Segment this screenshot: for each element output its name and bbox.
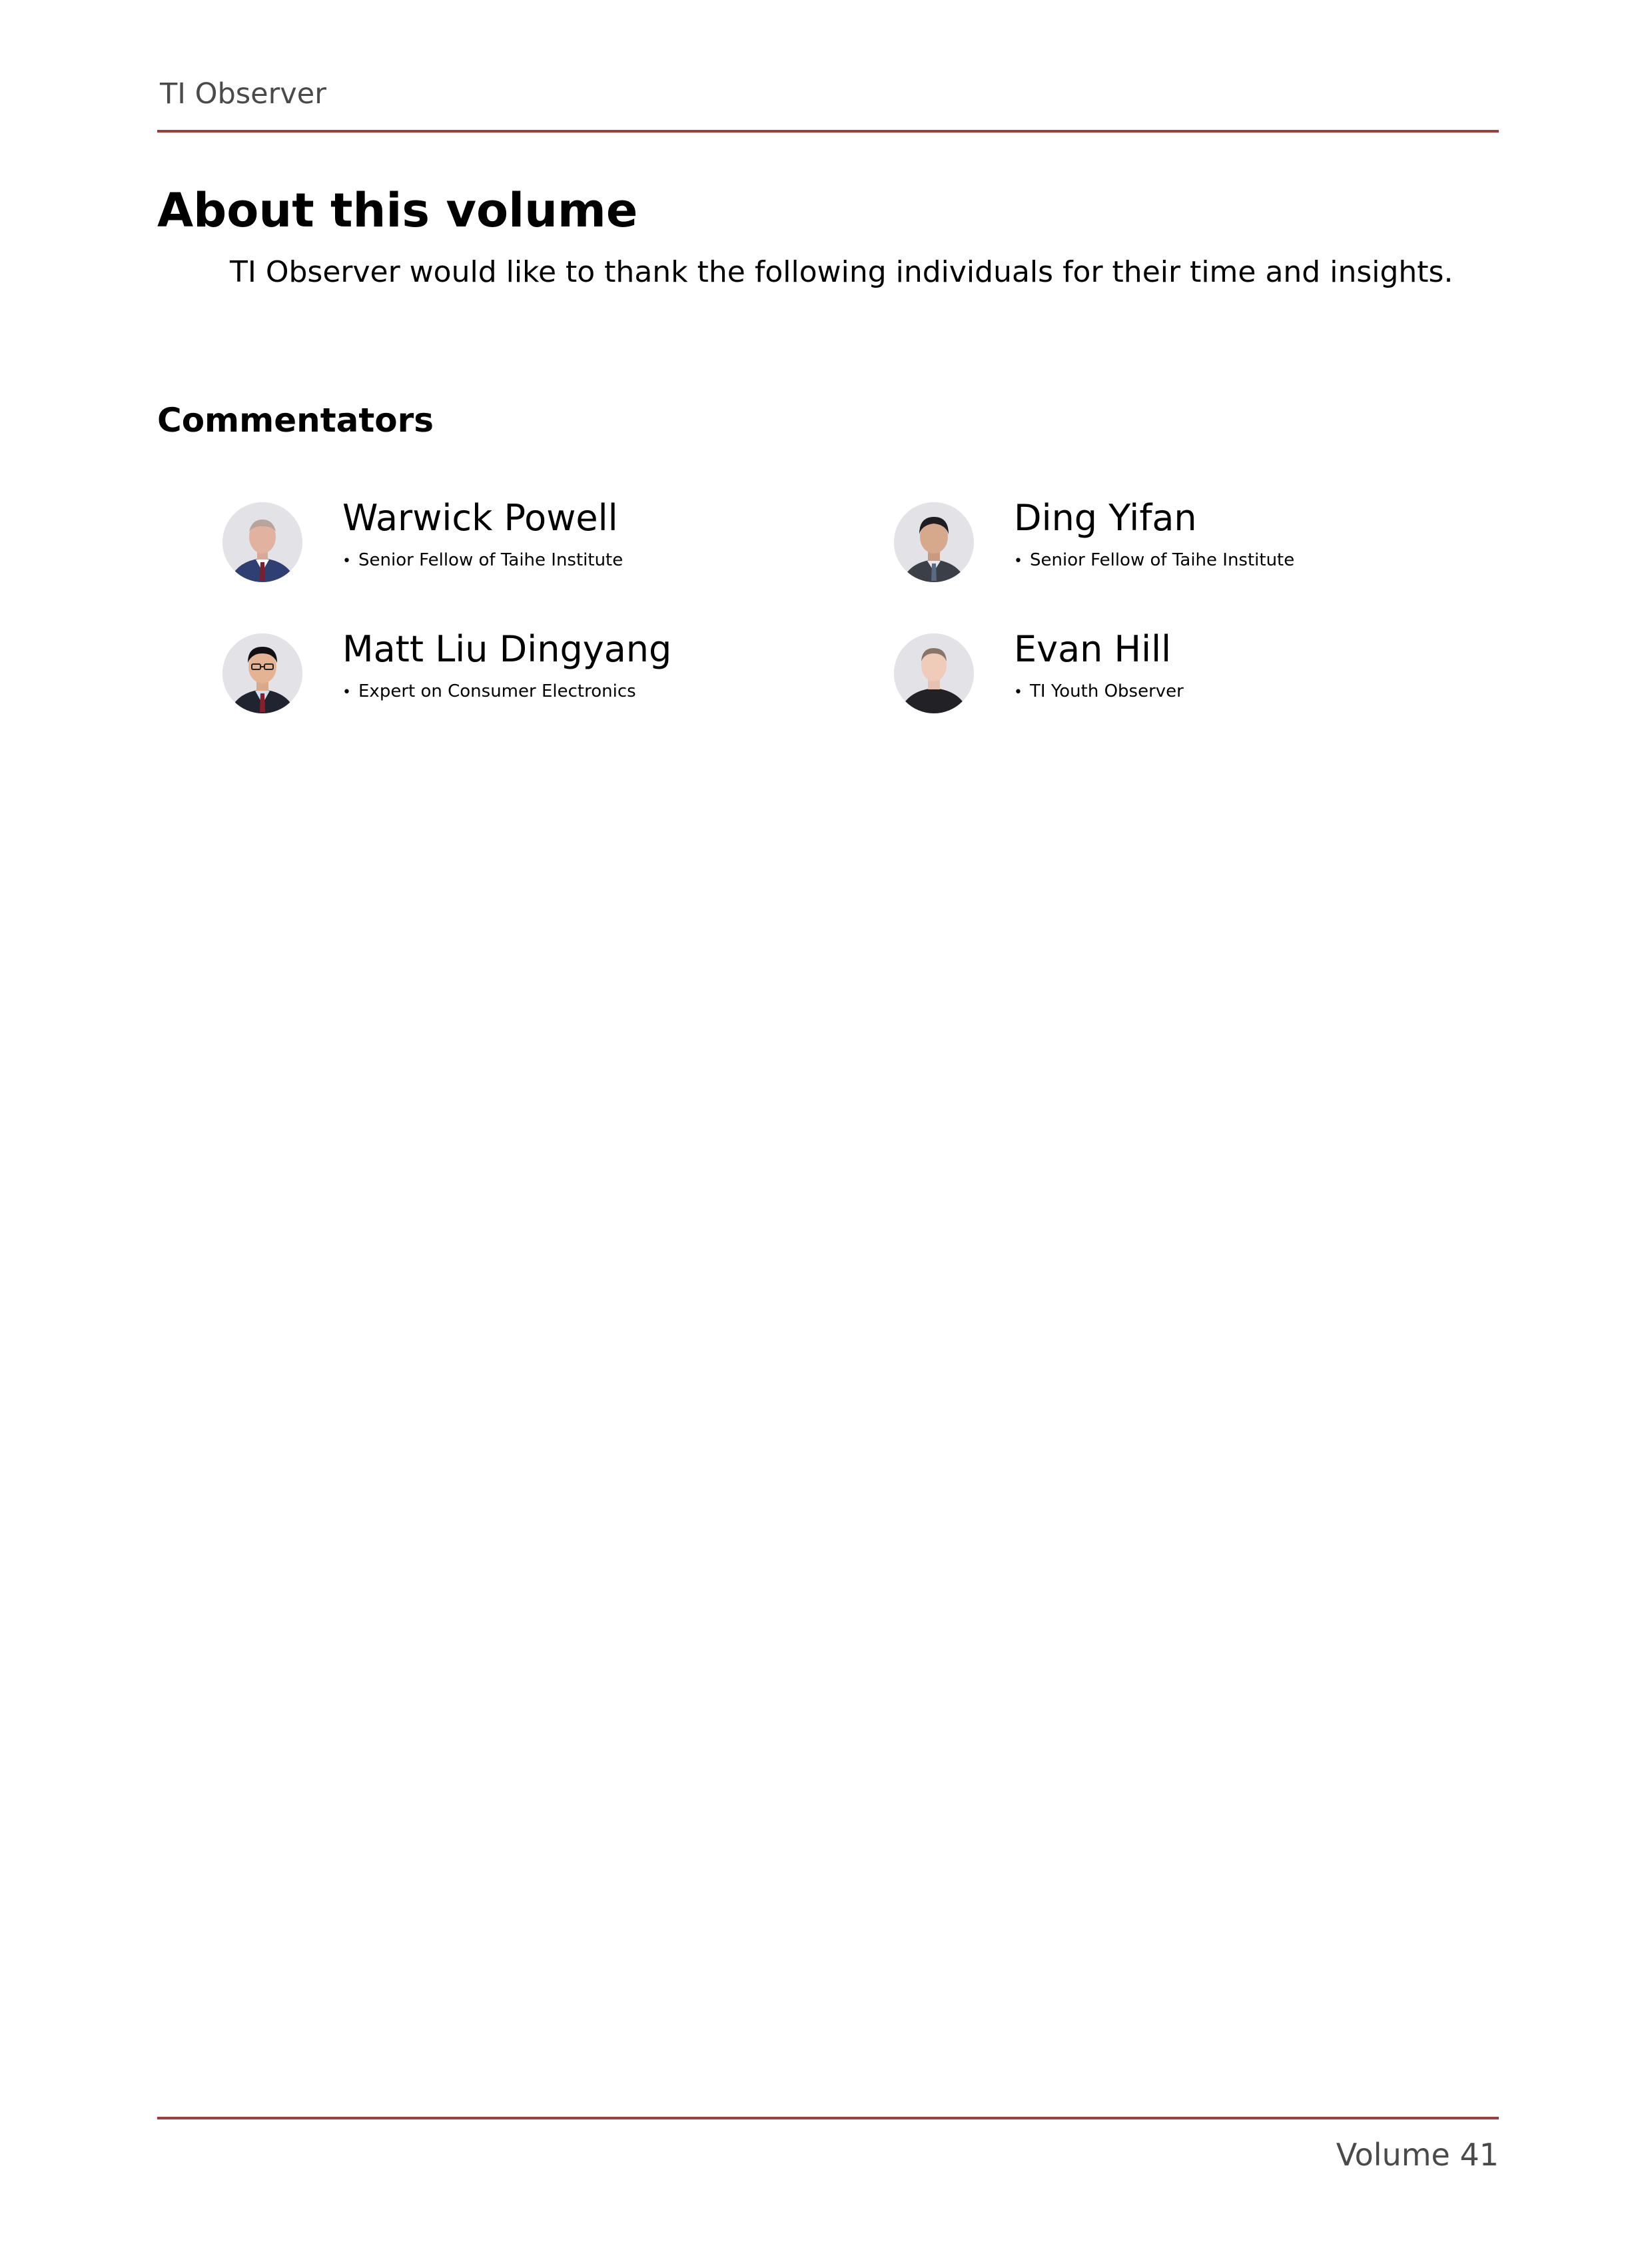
portrait-icon (894, 633, 974, 713)
commentator-role (1014, 550, 1294, 571)
commentator-card (894, 628, 1533, 720)
commentator-role (342, 681, 636, 702)
commentator-name: Matt Liu Dingyang (342, 628, 672, 670)
bullet-icon: • (1014, 684, 1023, 701)
bullet-icon: • (342, 684, 351, 701)
volume-label: Volume 41 (1336, 2137, 1499, 2173)
bullet-icon: • (342, 553, 351, 569)
page-title: About this volume (157, 183, 638, 238)
commentator-card (894, 497, 1533, 589)
commentator-role-text: Senior Fellow of Taihe Institute (1030, 550, 1295, 570)
portrait-icon (894, 502, 974, 582)
commentator-card (222, 497, 862, 589)
commentators-heading: Commentators (157, 401, 434, 440)
commentator-role-text: Expert on Consumer Electronics (358, 681, 636, 701)
portrait-icon (222, 502, 302, 582)
commentator-name: Ding Yifan (1014, 497, 1197, 539)
commentator-name: Evan Hill (1014, 628, 1172, 670)
portrait-icon (222, 633, 302, 713)
commentator-role-text: TI Youth Observer (1030, 681, 1184, 701)
bullet-icon: • (1014, 553, 1023, 569)
footer-divider (157, 2117, 1499, 2119)
commentator-card (222, 628, 862, 720)
intro-paragraph: TI Observer would like to thank the following individuals for their time and insights. (230, 255, 1453, 289)
commentator-role (342, 550, 623, 571)
commentator-role-text: Senior Fellow of Taihe Institute (358, 550, 623, 570)
header-divider (157, 130, 1499, 133)
publication-title: TI Observer (160, 77, 326, 111)
commentator-name: Warwick Powell (342, 497, 618, 539)
commentator-role (1014, 681, 1184, 702)
